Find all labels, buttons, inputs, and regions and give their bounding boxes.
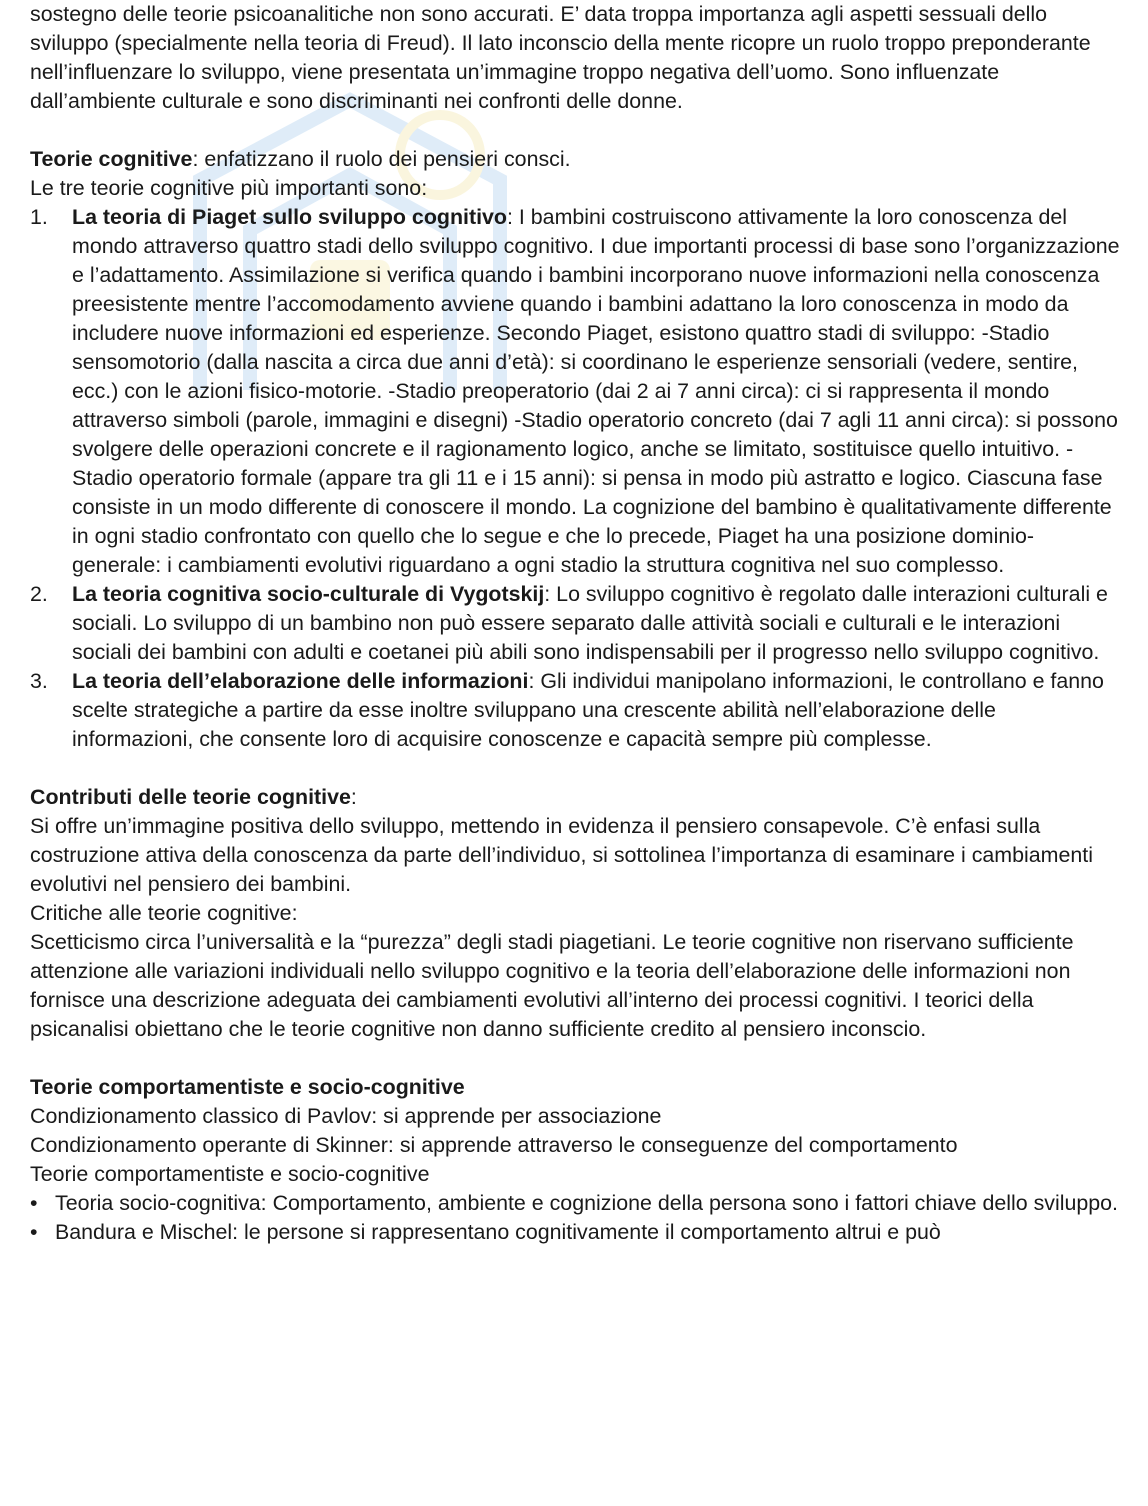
intro-paragraph: sostegno delle teorie psicoanalitiche non sono accurati. E’ data troppa importanza agli aspetti sessuali dello sviluppo (specialmente nella teoria di Freud). Il lato inconscio della mente ricopre un ruolo troppo preponderante nell’influenzare lo sviluppo, viene presentata un’immagine troppo negativa dell’uomo. Sono influenzate dall’ambiente culturale e sono discriminanti nei confronti delle donne. (30, 2, 1091, 113)
list-item (30, 580, 1120, 667)
critique-paragraph: Scetticismo circa l’universalità e la “purezza” degli stadi piagetiani. Le teorie cognitive non riservano sufficiente attenzione alle variazioni individuali nello sviluppo cognitivo e la teoria dell’elaborazione delle informazioni non fornisce una descrizione adeguata dei cambiamenti evolutivi all’interno dei processi cognitivi. I teorici della psicanalisi obiettano che le teorie cognitive non danno sufficiente credito al pensiero inconscio. (30, 930, 1074, 1041)
item-number: 3. (30, 669, 48, 693)
item-number: 2. (30, 582, 48, 606)
contributions-heading: Contributi delle teorie cognitive (30, 785, 351, 809)
cognitive-heading-line (30, 145, 1120, 174)
spacer (30, 116, 1120, 145)
contributions-paragraph: Si offre un’immagine positiva dello sviluppo, mettendo in evidenza il pensiero consapevole. C’è enfasi sulla costruzione attiva della conoscenza da parte dell’individuo, si sottolinea l’importanza di esaminare i cambiamenti evolutivi nel pensiero dei bambini. (30, 814, 1093, 896)
cognitive-heading: Teorie cognitive (30, 147, 193, 171)
spacer (30, 1044, 1120, 1073)
item-text: : Gli individui manipolano informazioni, le controllano e fanno scelte strategiche a partire da esse inoltre sviluppano una crescente abilità nell’elaborazione delle informazioni, che consente loro di acquisire conoscenze e capacità sempre più complesse. (72, 669, 1104, 751)
document-page (30, 0, 1120, 1247)
item-title: La teoria cognitiva socio-culturale di Vygotskij (72, 582, 545, 606)
bullet-item (30, 1218, 1120, 1247)
behaviorist-subheading: Teorie comportamentiste e socio-cognitive (30, 1162, 430, 1186)
spacer (30, 754, 1120, 783)
item-title: La teoria dell’elaborazione delle informazioni (72, 669, 529, 693)
bullet-icon: • (30, 1220, 38, 1244)
cognitive-theories-list (30, 203, 1120, 754)
behaviorist-bullet-list (30, 1189, 1120, 1247)
item-number: 1. (30, 205, 48, 229)
list-item (30, 203, 1120, 580)
critique-label: Critiche alle teorie cognitive: (30, 901, 298, 925)
behaviorist-heading: Teorie comportamentiste e socio-cognitive (30, 1075, 465, 1099)
pavlov-line: Condizionamento classico di Pavlov: si apprende per associazione (30, 1104, 662, 1128)
contributions-heading-rest: : (350, 785, 357, 809)
behaviorist-heading-line (30, 1073, 1120, 1102)
bullet-icon: • (30, 1191, 38, 1215)
contributions-heading-line (30, 783, 1120, 812)
list-item (30, 667, 1120, 754)
item-text: : Lo sviluppo cognitivo è regolato dalle interazioni culturali e sociali. Lo sviluppo di un bambino non può essere separato dalle attività sociali e culturali e le interazioni sociali dei bambini con adulti e coetanei più abili sono indispensabili per il progresso nello sviluppo cognitivo. (72, 582, 1108, 664)
skinner-line: Condizionamento operante di Skinner: si apprende attraverso le conseguenze del comportamento (30, 1133, 958, 1157)
bullet-text: Teoria socio-cognitiva: Comportamento, ambiente e cognizione della persona sono i fattori chiave dello sviluppo. (55, 1191, 1119, 1215)
bullet-item (30, 1189, 1120, 1218)
item-text: : I bambini costruiscono attivamente la loro conoscenza del mondo attraverso quattro stadi dello sviluppo cognitivo. I due importanti processi di base sono l’organizzazione e l’adattamento. Assimilazione si verifica quando i bambini incorporano nuove informazioni nella conoscenza preesistente mentre l’accomodamento avviene quando i bambini adattano la loro conoscenza in modo da includere nuove informazioni ed esperienze. Secondo Piaget, esistono quattro stadi di sviluppo: -Stadio sensomotorio (dalla nascita a circa due anni d’età): si coordinano le esperienze sensoriali (vedere, sentire, ecc.) con le azioni fisico-motorie. -Stadio preoperatorio (dai 2 ai 7 anni circa): ci si rappresenta il mondo attraverso simboli (parole, immagini e disegni) -Stadio operatorio concreto (dai 7 agli 11 anni circa): si possono svolgere delle operazioni concrete e il ragionamento logico, anche se limitato, sostituisce quello intuitivo. -Stadio operatorio formale (appare tra gli 11 e i 15 anni): si pensa in modo più astratto e logico. Ciascuna fase consiste in un modo differente di conoscere il mondo. La cognizione del bambino è qualitativamente differente in ogni stadio confrontato con quello che lo segue e che lo precede, Piaget ha una posizione dominio-generale: i cambiamenti evolutivi riguardano a ogni stadio la struttura cognitiva nel suo complesso. (72, 205, 1120, 577)
cognitive-lead: Le tre teorie cognitive più importanti sono: (30, 176, 428, 200)
bullet-text: Bandura e Mischel: le persone si rappresentano cognitivamente il comportamento altrui e può (55, 1220, 941, 1244)
cognitive-heading-rest: : enfatizzano il ruolo dei pensieri consci. (192, 147, 571, 171)
item-title: La teoria di Piaget sullo sviluppo cognitivo (72, 205, 507, 229)
